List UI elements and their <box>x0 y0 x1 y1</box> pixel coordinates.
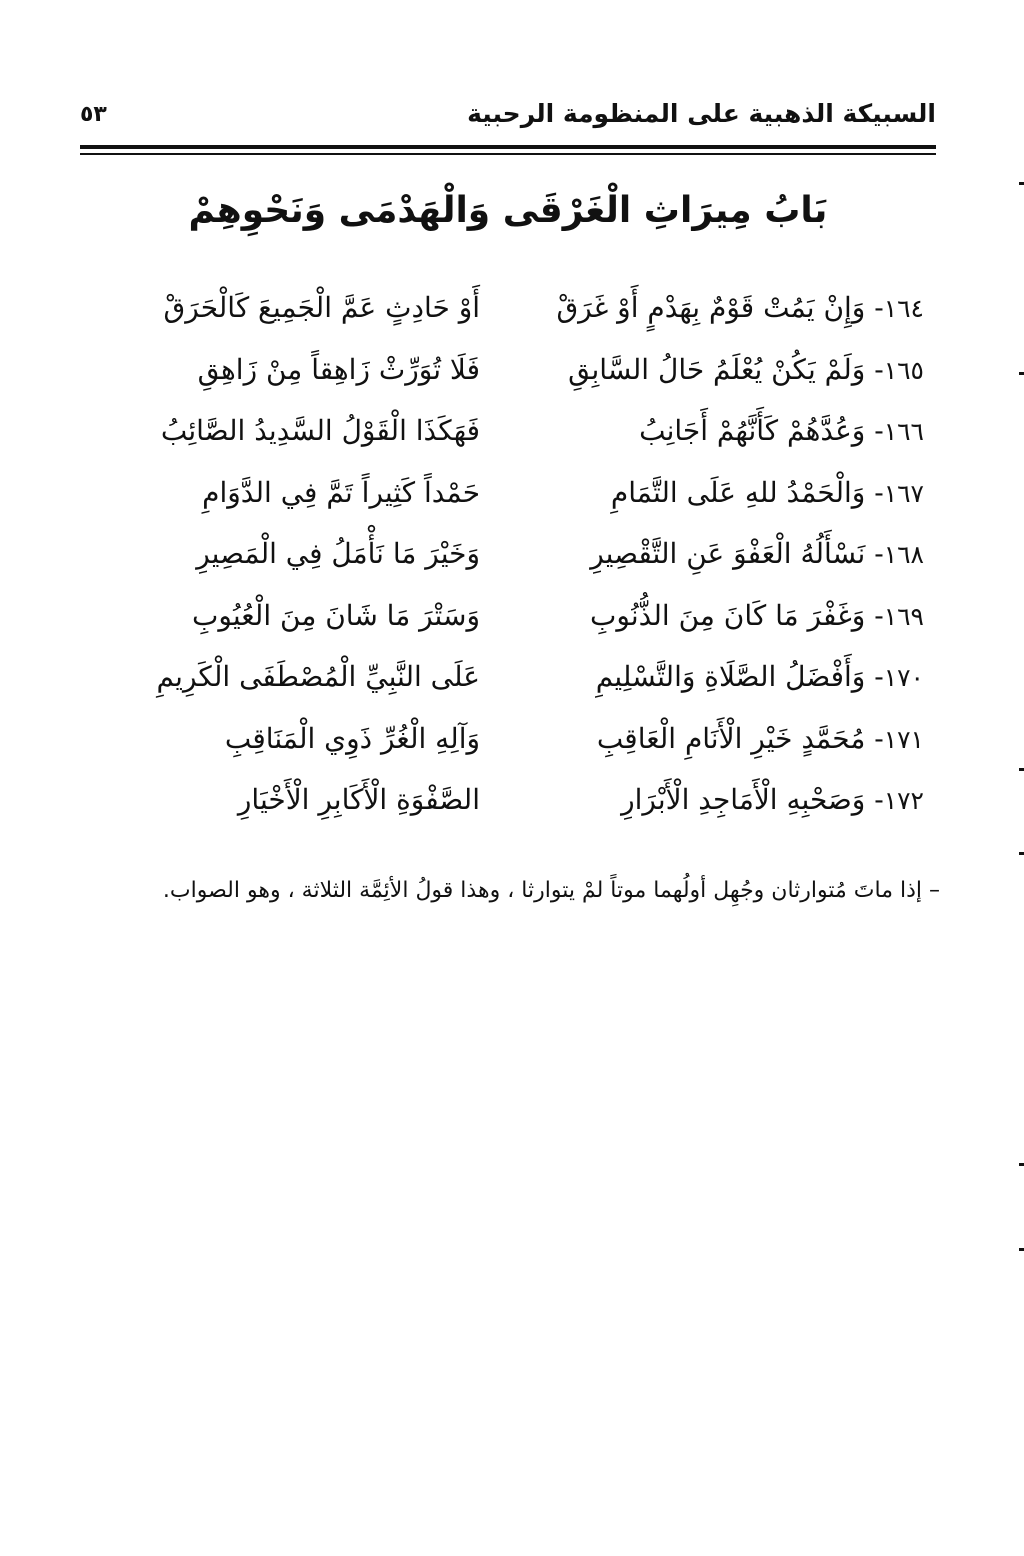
verse-row <box>90 709 924 771</box>
verse-second-hemistich: وَسَتْرَ مَا شَانَ مِنَ الْعُيُوبِ <box>192 598 480 632</box>
chapter-title: بَابُ مِيرَاثِ الْغَرْقَى وَالْهَدْمَى وَنَحْوِهِمْ <box>188 190 828 231</box>
verse-first-hemistich <box>544 532 924 577</box>
verse-number: ١٧١ <box>883 724 924 754</box>
verse-dash: - <box>865 291 884 324</box>
verse-number: ١٦٤ <box>883 294 924 323</box>
verse-second-hemistich: حَمْداً كَثِيراً تَمَّ فِي الدَّوَامِ <box>202 475 480 509</box>
verse-first-text: وَغَفْرَ مَا كَانَ مِنَ الذُّنُوبِ <box>590 598 866 632</box>
verse-first-text: نَسْأَلُهُ الْعَفْوَ عَنِ التَّقْصِيرِ <box>590 537 866 570</box>
verse-second-hemistich: أَوْ حَادِثٍ عَمَّ الْجَمِيعَ كَالْحَرَقْ <box>163 291 480 324</box>
verse-first-hemistich <box>544 717 924 762</box>
running-header-title: السبيكة الذهبية على المنظومة الرحبية <box>467 99 936 128</box>
verse-first-text: وَعُدَّهُمْ كَأَنَّهُمْ أَجَانِبُ <box>639 414 866 447</box>
verse-row <box>90 770 924 832</box>
verse-first-text: وَالْحَمْدُ للهِ عَلَى التَّمَامِ <box>610 475 866 509</box>
verse-first-text: وَصَحْبِهِ الْأَمَاجِدِ الْأَبْرَارِ <box>621 783 866 816</box>
verse-first-hemistich <box>544 471 924 516</box>
verse-row <box>90 340 924 402</box>
verse-first-text: وَلَمْ يَكُنْ يُعْلَمُ حَالُ السَّابِقِ <box>568 352 866 386</box>
verse-second-hemistich: وَآلِهِ الْغُرِّ ذَوِي الْمَنَاقِبِ <box>224 721 480 755</box>
verse-row <box>90 463 924 525</box>
verse-number: ١٦٥ <box>883 355 924 385</box>
verse-dash: - <box>865 414 884 447</box>
verse-number: ١٦٩ <box>883 601 924 631</box>
margin-mark <box>1019 852 1024 855</box>
commentary-note: – إذا ماتَ مُتوارثان وجُهِل أولُهما موتاً لمْ يتوارثا ، وهذا قولُ الأئِمَّة الثلاثة ، وهو الصواب. <box>162 878 940 903</box>
verse-dash: - <box>865 598 884 632</box>
verse-number: ١٦٦ <box>883 417 924 446</box>
verse-second-hemistich: عَلَى النَّبِيِّ الْمُصْطَفَى الْكَرِيمِ <box>156 660 480 693</box>
verse-first-hemistich <box>544 778 924 823</box>
verse-number: ١٦٨ <box>883 540 924 569</box>
verse-number: ١٧٠ <box>883 663 924 692</box>
header-rule-thin <box>80 153 936 155</box>
verse-row <box>90 524 924 586</box>
verse-first-hemistich <box>544 409 924 454</box>
verse-first-text: وَأَفْضَلُ الصَّلَاةِ وَالتَّسْلِيمِ <box>595 660 866 693</box>
verse-row <box>90 586 924 648</box>
margin-mark <box>1019 372 1024 375</box>
verse-second-hemistich: فَلَا تُوَرِّثْ زَاهِقاً مِنْ زَاهِقِ <box>197 352 480 386</box>
verse-second-hemistich: الصَّفْوَةِ الْأَكَابِرِ الْأَخْيَارِ <box>237 783 480 816</box>
running-header <box>80 96 936 140</box>
verse-second-hemistich: فَهَكَذَا الْقَوْلُ السَّدِيدُ الصَّائِبُ <box>160 414 480 447</box>
verse-number: ١٦٧ <box>883 478 924 508</box>
header-rule-thick <box>80 145 936 149</box>
verse-first-text: مُحَمَّدٍ خَيْرِ الْأَنَامِ الْعَاقِبِ <box>596 721 866 755</box>
verse-second-hemistich: وَخَيْرَ مَا نَأْمَلُ فِي الْمَصِيرِ <box>196 537 480 570</box>
verse-first-text: وَإِنْ يَمُتْ قَوْمٌ بِهَدْمٍ أَوْ غَرَقْ <box>556 291 866 324</box>
verse-dash: - <box>865 352 884 386</box>
verse-dash: - <box>865 783 884 816</box>
verse-number: ١٧٢ <box>883 786 924 815</box>
verse-dash: - <box>865 537 884 570</box>
margin-mark <box>1019 182 1024 185</box>
verse-row <box>90 401 924 463</box>
verse-row <box>90 647 924 709</box>
margin-mark <box>1019 768 1024 771</box>
verse-first-hemistich <box>544 655 924 700</box>
verse-row <box>90 278 924 340</box>
verse-first-hemistich <box>544 594 924 639</box>
verse-first-hemistich <box>544 286 924 331</box>
margin-mark <box>1019 1248 1024 1251</box>
margin-mark <box>1019 1163 1024 1166</box>
verse-dash: - <box>865 660 884 693</box>
page-number: ٥٣ <box>80 102 107 127</box>
verse-dash: - <box>865 721 884 755</box>
verse-dash: - <box>865 475 884 509</box>
verse-list <box>90 278 924 832</box>
verse-first-hemistich <box>544 348 924 393</box>
